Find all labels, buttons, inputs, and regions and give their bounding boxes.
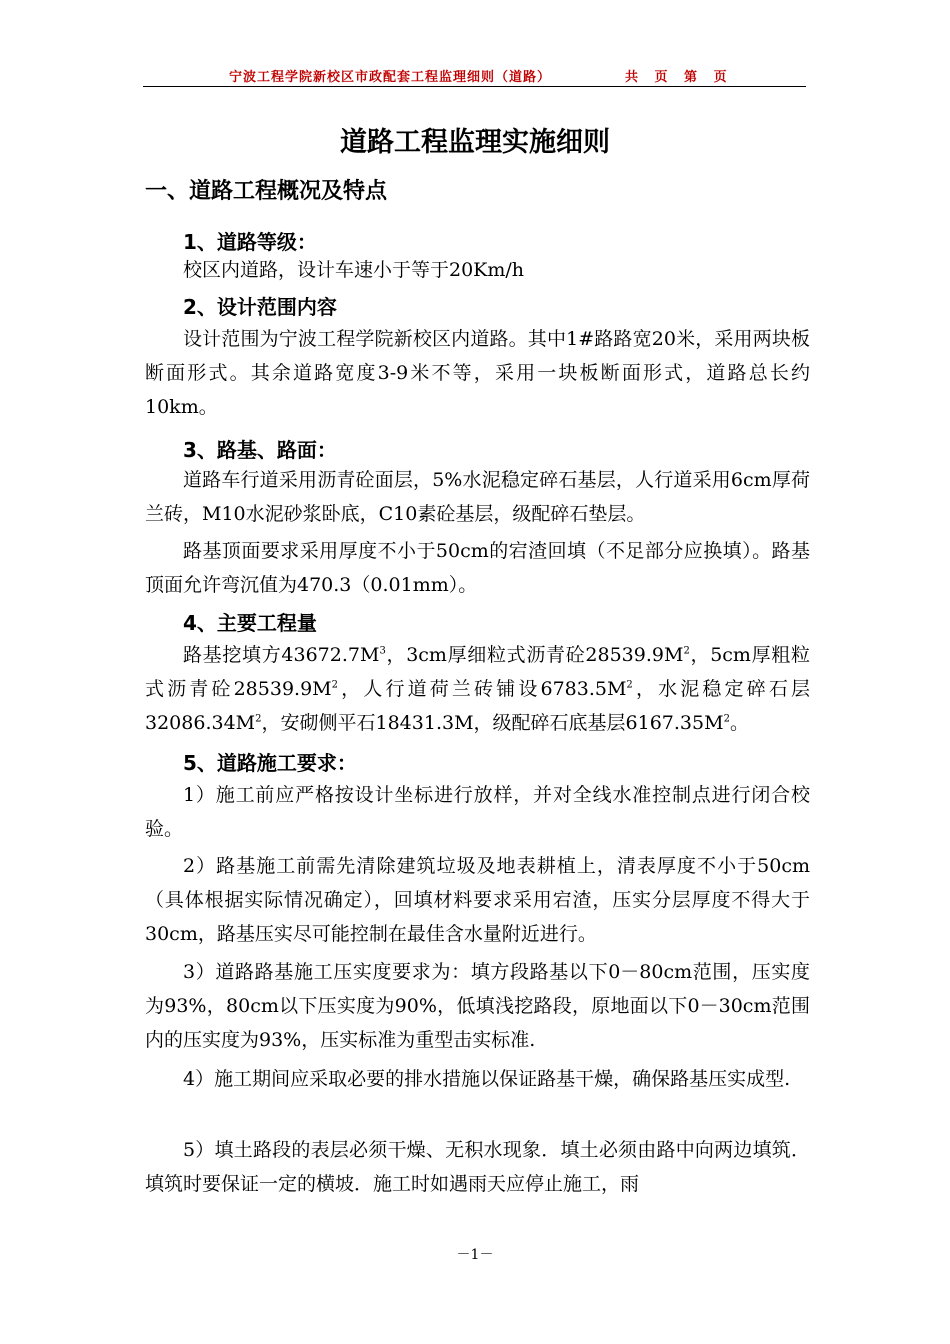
requirement-item: 2）路基施工前需先清除建筑垃圾及地表耕植上，清表厚度不小于50cm（具体根据实际情况确定），回填材料要求采用宕渣，压实分层厚度不得大于30cm，路基压实尽可能控制在最佳含水量附近进行。	[145, 855, 810, 945]
subheading-design-scope: 2、设计范围内容	[183, 295, 337, 319]
paragraph-design-scope: 设计范围为宁波工程学院新校区内道路。其中1#路路宽20米，采用两块板断面形式。其余道路宽度3-9米不等，采用一块板断面形式，道路总长约10km。	[145, 328, 810, 418]
requirement-item: 4）施工期间应采取必要的排水措施以保证路基干燥，确保路基压实成型.	[183, 1068, 791, 1090]
header-page-count: 共 页 第 页	[625, 70, 727, 85]
paragraph-quantities: 路基挖填方$43672.7M^3$，3cm厚细粒式沥青砼$28539.9M^2$，5cm厚粗粒式沥青砼$28539.9M^2$，人行道荷兰砖铺设$6783.5M^2$，水泥稳定碎石层$32086.34M^2$，安砌侧平石18431.3M，级配碎石底基层$6167.35M^2$。	[145, 644, 810, 734]
paragraph-subgrade: 路基顶面要求采用厚度不小于50cm的宕渣回填（不足部分应换填）。路基顶面允许弯沉值为470.3（0.01mm）。	[145, 540, 810, 596]
section-heading: 一、道路工程概况及特点	[145, 179, 388, 204]
page-number: －1－	[456, 1247, 494, 1263]
requirement-item: 5）填土路段的表层必须干燥、无积水现象．填土必须由路中向两边填筑．填筑时要保证一定的横坡．施工时如遇雨天应停止施工，雨	[145, 1139, 810, 1195]
header-document-title: 宁波工程学院新校区市政配套工程监理细则（道路）	[229, 70, 552, 85]
subheading-quantities: 4、主要工程量	[183, 611, 317, 635]
paragraph-road-grade: 校区内道路，设计车速小于等于20Km/h	[183, 259, 525, 281]
paragraph-pavement: 道路车行道采用沥青砼面层，5%水泥稳定碎石基层，人行道采用6cm厚荷兰砖，M10水泥砂浆卧底，C10素砼基层，级配碎石垫层。	[145, 469, 810, 525]
subheading-subgrade-pavement: 3、路基、路面：	[183, 438, 337, 462]
requirement-item: 1）施工前应严格按设计坐标进行放样，并对全线水准控制点进行闭合校验。	[145, 784, 810, 840]
subheading-construction-requirements: 5、道路施工要求：	[183, 751, 357, 775]
page-title: 道路工程监理实施细则	[340, 127, 610, 158]
requirement-item: 3）道路路基施工压实度要求为：填方段路基以下0－80cm范围，压实度为93%，80cm以下压实度为90%，低填浅挖路段，原地面以下0－30cm范围内的压实度为93%，压实标准为重型击实标准.	[145, 961, 810, 1051]
subheading-road-grade: 1、道路等级：	[183, 230, 317, 254]
page-header	[143, 60, 806, 87]
